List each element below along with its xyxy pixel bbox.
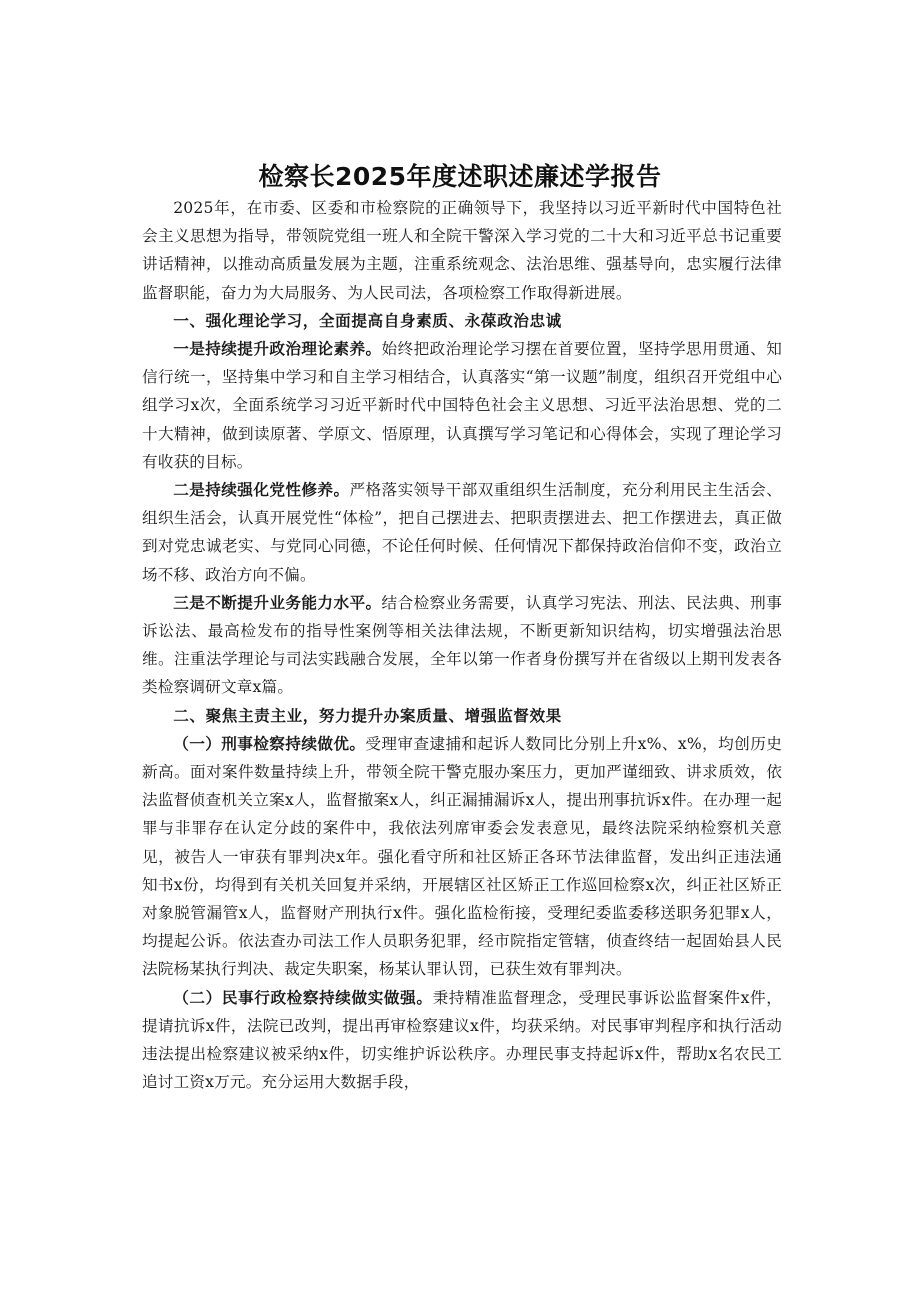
paragraph-text: 秉持精准监督理念，受理民事诉讼监督案件x件，提请抗诉x件，法院已改判，提出再审检察建议x件，均获采纳。对民事审判程序和执行活动违法提出检察建议被采纳x件，切实维护诉讼秩序。办理民事支持起诉x件，帮助x名农民工追讨工资x万元。充分运用大数据手段， — [142, 988, 783, 1092]
section-1-paragraph-2 — [142, 476, 782, 589]
paragraph-text: 结合检察业务需要，认真学习宪法、刑法、民法典、刑事诉讼法、最高检发布的指导性案例等相关法律法规，不断更新知识结构，切实增强法治思维。注重法学理论与司法实践融合发展，全年以第一作者身份撰写并在省级以上期刊发表各类检察调研文章x篇。 — [142, 593, 782, 697]
section-1-paragraph-3 — [142, 589, 782, 702]
section-2-heading: 二、聚焦主责主业，努力提升办案质量、增强监督效果 — [173, 706, 562, 725]
paragraph-lead: 一是持续提升政治理论素养。 — [173, 340, 382, 359]
document-body — [142, 194, 782, 1097]
section-2-paragraph-2 — [142, 984, 782, 1097]
section-1-paragraph-1 — [142, 335, 782, 476]
section-2-paragraph-1 — [142, 730, 782, 984]
paragraph-lead: （一）刑事检察持续做优。 — [173, 734, 366, 753]
paragraph-lead: 三是不断提升业务能力水平。 — [173, 593, 382, 612]
paragraph-text: 严格落实领导干部双重组织生活制度，充分利用民主生活会、组织生活会，认真开展党性“体检”，把自己摆进去、把职责摆进去、把工作摆进去，真正做到对党忠诚老实、与党同心同德，不论任何时候、任何情况下都保持政治信仰不变，政治立场不移、政治方向不偏。 — [142, 481, 783, 584]
paragraph-lead: （二）民事行政检察持续做实做强。 — [173, 988, 433, 1007]
document-title: 检察长2025年度述职述廉述学报告 — [258, 161, 662, 191]
paragraph-text: 受理审查逮捕和起诉人数同比分别上升x%、x%，均创历史新高。面对案件数量持续上升，带领全院干警克服办案压力，更加严谨细致、讲求质效，依法监督侦查机关立案x人，监督撤案x人，纠正漏捕漏诉x人，提出刑事抗诉x件。在办理一起罪与非罪存在认定分歧的案件中，我依法列席审委会发表意见，最终法院采纳检察机关意见，被告人一审获有罪判决x年。强化看守所和社区矫正各环节法律监督，发出纠正违法通知书x份，均得到有关机关回复并采纳，开展辖区社区矫正工作巡回检察x次，纠正社区矫正对象脱管漏管x人，监督财产刑执行x件。强化监检衔接，受理纪委监委移送职务犯罪x人，均提起公诉。依法查办司法工作人员职务犯罪，经市院指定管辖，侦查终结一起固始县人民法院杨某执行判决、裁定失职案，杨某认罪认罚，已获生效有罪判决。 — [142, 734, 783, 979]
paragraph-text: 始终把政治理论学习摆在首要位置，坚持学思用贯通、知信行统一，坚持集中学习和自主学习相结合，认真落实“第一议题”制度，组织召开党组中心组学习x次，全面系统学习习近平新时代中国特色社会主义思想、习近平法治思想、党的二十大精神，做到读原著、学原文、悟原理，认真撰写学习笔记和心得体会，实现了理论学习有收获的目标。 — [142, 340, 782, 471]
intro-paragraph: 2025年，在市委、区委和市检察院的正确领导下，我坚持以习近平新时代中国特色社会主义思想为指导，带领院党组一班人和全院干警深入学习党的二十大和习近平总书记重要讲话精神，以推动高质量发展为主题，注重系统观念、法治思维、强基导向，忠实履行法律监督职能，奋力为大局服务、为人民司法，各项检察工作取得新进展。 — [142, 199, 782, 302]
section-1-heading: 一、强化理论学习，全面提高自身素质、永葆政治忠诚 — [173, 311, 562, 330]
paragraph-lead: 二是持续强化党性修养。 — [173, 481, 350, 500]
